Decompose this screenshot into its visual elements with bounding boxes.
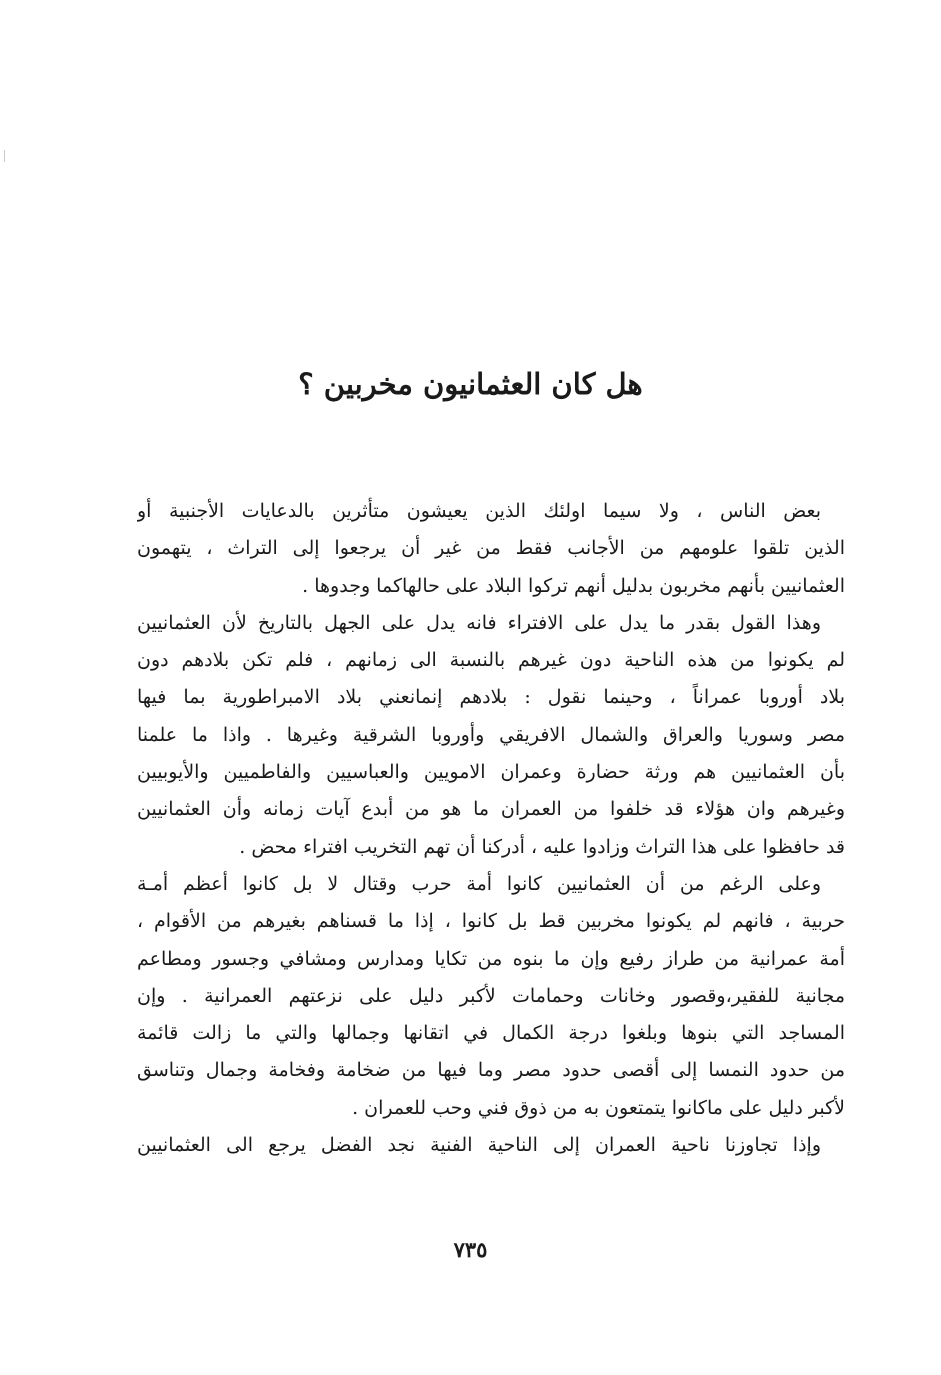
- text-line: بلاد أوروبا عمراناً ، وحينما نقول : بلادهم إنمانعني بلاد الامبراطورية بما فيها: [137, 686, 845, 709]
- text-line: أمة عمرانية من طراز رفيع وإن ما بنوه من تكايا ومدارس ومشافي وجسور ومطاعم: [137, 947, 845, 970]
- text-line: مصر وسوريا والعراق والشمال الافريقي وأوروبا الشرقية وغيرها . واذا ما علمنا: [137, 723, 845, 746]
- text-line: وإذا تجاوزنا ناحية العمران إلى الناحية الفنية نجد الفضل يرجع الى العثمانيين: [137, 1134, 821, 1157]
- text-line: الذين تلقوا علومهم من الأجانب فقط من غير أن يرجعوا إلى التراث ، يتهمون: [137, 537, 845, 560]
- text-line: المساجد التي بنوها وبلغوا درجة الكمال في اتقانها وجمالها والتي ما زالت قائمة: [137, 1022, 845, 1045]
- scan-margin-mark: [4, 150, 5, 162]
- page-title: هل كان العثمانيون مخربين ؟: [298, 367, 643, 401]
- body-text: [137, 493, 845, 1164]
- text-line: مجانية للفقير،وقصور وخانات وحمامات لأكبر دليل على نزعتهم العمرانية . وإن: [137, 984, 845, 1007]
- text-line: بأن العثمانيين هم ورثة حضارة وعمران الامويين والعباسيين والفاطميين والأيوبيين: [137, 761, 845, 784]
- text-line: وهذا القول بقدر ما يدل على الافتراء فانه يدل على الجهل بالتاريخ لأن العثمانيين: [137, 611, 821, 634]
- text-line: بعض الناس ، ولا سيما اولئك الذين يعيشون متأثرين بالدعايات الأجنبية أو: [137, 500, 821, 522]
- text-line: من حدود النمسا إلى أقصى حدود مصر وما فيها من ضخامة وفخامة وجمال وتناسق: [137, 1059, 845, 1082]
- text-line: وعلى الرغم من أن العثمانيين كانوا أمة حرب وقتال لا بل كانوا أعظم أمـة: [137, 872, 821, 895]
- page-number: ٧٣٥: [453, 1237, 488, 1262]
- text-line: حربية ، فانهم لم يكونوا مخربين قط بل كانوا ، إذا ما قسناهم بغيرهم من الأقوام ،: [137, 910, 845, 933]
- text-line: وغيرهم وان هؤلاء قد خلفوا من العمران ما هو من أبدع آيات زمانه وأن العثمانيين: [137, 798, 845, 821]
- text-line: قد حافظوا على هذا التراث وزادوا عليه ، أدركنا أن تهم التخريب افتراء محض .: [239, 835, 845, 858]
- text-line: لم يكونوا من هذه الناحية دون غيرهم بالنسبة الى زمانهم ، فلم تكن بلادهم دون: [137, 649, 845, 672]
- text-line: العثمانيين بأنهم مخربون بدليل أنهم تركوا البلاد على حالهاكما وجدوها .: [302, 574, 845, 597]
- text-line: لأكبر دليل على ماكانوا يتمتعون به من ذوق فني وحب للعمران .: [352, 1096, 845, 1119]
